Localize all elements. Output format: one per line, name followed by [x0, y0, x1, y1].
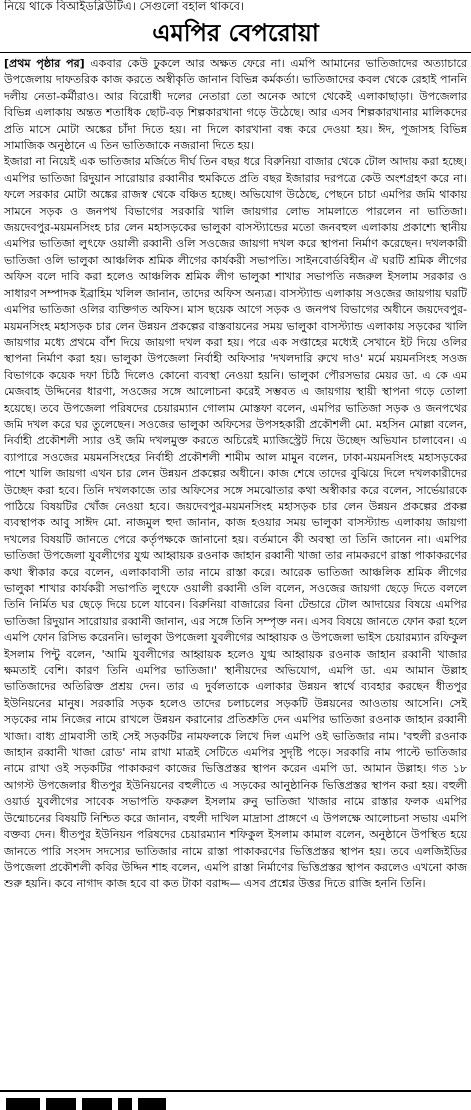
article-body — [4, 56, 467, 893]
headline-rule — [0, 52, 471, 53]
article-paragraph: ইজারা না নিয়েই এক ভাতিজার মর্জিতে দীর্ঘ তিন বছর ধরে বিরুনিয়া বাজার থেকে টোল আদায় করা হচ্ছে। এমপির ভাতিজা রিদুয়ান সারোয়ার রব্বানীর হুমকিতে প্রতি বছর ইজারার দরপত্রে কেউ অংশগ্রহণ করে না। ফলে সরকার মোটা অঙ্কের রাজস্ব থেকে বঞ্চিত হচ্ছে। অভিযোগ উঠেছে, পেছনে চাচা এমপির জমি থাকায় সামনে সড়ক ও জনপথ বিভাগের সরকারি খালি জায়গার লোভ সামলাতে পারলেন না ভাতিজা। জয়দেবপুর-ময়মনসিংহ চার লেন মহাসড়কের ভালুকা বাসস্ট্যান্ডের মতো জনবহুল এলাকায় প্রকাশ্যে স্থানীয় এমপির ভাতিজা লুৎফে ওয়ালী রব্বানী ওলি সওজের জায়গা দখল করে স্থাপনা নির্মাণ করেছেন। দখলকারী ভাতিজা ওলি ভালুকা আঞ্চলিক শ্রমিক লীগের কার্যকরী সভাপতি। সাইনবোর্ডবিহীন ঐ ঘরটি শ্রমিক লীগের অফিস বলে দাবি করা হলেও আঞ্চলিক শ্রমিক লীগ ভালুকা শাখার সভাপতি নজরুল ইসলাম সরকার ও সাধারণ সম্পাদক ইব্রাহিম খলিল জানান, তাদের অফিস অন্যত্র। বাসস্ট্যান্ড এলাকায় সওজের জায়গায় ঘরটি এমপির ভাতিজা ওলির ব্যক্তিগত অফিস। মাস ছয়েক আগে সড়ক ও জনপথ বিভাগের অধীনে জয়দেবপুর-ময়মনসিংহ মহাসড়ক চার লেন উন্নয়ন প্রকল্পের বাস্তবায়নের সময় ভালুকা বাসস্ট্যান্ড এলাকায় সড়কের খালি জায়গার মধ্যে প্রথমে বাঁশ দিয়ে জায়গা দখল করা হয়। পরে এক সপ্তাহের মধ্যেই সেখানে ইট দিয়ে ওলির স্থাপনা নির্মাণ করা হয়। ভালুকা উপজেলা নির্বাহী অফিসার 'দখলদারি রুখে দাও' মর্মে ময়মনসিংহ সওজ বিভাগকে কয়েক দফা চিঠি দিলেও কোনো ব্যবস্থা নেওয়া হয়নি। ভালুকা পৌরসভার মেয়র ডা. এ কে এম মেজবাহ উদ্দিনের ধারণা, সওজের সঙ্গে আলোচনা করেই সম্ভবত এ জায়গায় স্থায়ী স্থাপনা গড়ে তোলা হয়েছে। তবে উপজেলা পরিষদের চেয়ারম্যান গোলাম মোস্তফা বলেন, এমপির ভাতিজা সড়ক ও জনপথের জমি দখল করে ঘর তুলেছেন। সওজের ভালুকা অফিসের উপসহকারী প্রকৌশলী মো. মহসিন মোল্লা বলেন, নির্বাহী প্রকৌশলী স্যার ওই জমি দখলমুক্ত করতে অচিরেই ম্যাজিস্ট্রেট দিয়ে উচ্ছেদ অভিযান চালাবেন। এ ব্যাপারে সওজের ময়মনসিংহের নির্বাহী প্রকৌশলী শামীম আল মামুন বলেন, ঢাকা-ময়মনসিংহ মহাসড়কের পাশে খালি জায়গা এখন চার লেন উন্নয়ন প্রকল্পের অধীনে। কাজ শেষে তাদের বুঝিয়ে দিলে দখলকারীদের উচ্ছেদ করা হবে। তিনি দখলকাজে তার অফিসের সঙ্গে সমঝোতার কথা অস্বীকার করে বলেন, সার্ভেয়ারকে পাঠিয়ে বিষয়টির খোঁজ নেওয়া হবে। জয়দেবপুর-ময়মনসিংহ মহাসড়ক চার লেন উন্নয়ন প্রকল্পের প্রকল্প ব্যবস্থাপক আবু সাঈদ মো. নাজমুল হুদা জানান, কাজ হওয়ার সময় ভালুকা বাসস্ট্যান্ড এলাকায় জায়গা দখলের বিষয়টি জানতে পেরে কর্তৃপক্ষকে জানানো হয়। বর্তমানে কী অবস্থা তা তিনি জানেন না। এমপির ভাতিজা উপজেলা যুবলীগের যুগ্ম আহ্বায়ক রওনাক জাহান রব্বানী খাজা তার নামকরণে রাস্তা পাকাকরণের কথা স্বীকার করে বলেন, এলাকাবাসী তার নামে রাস্তা করে। আরেক ভাতিজা আঞ্চলিক শ্রমিক লীগের ভালুকা শাখার কার্যকরী সভাপতি লুৎফে ওয়ালী রব্বানী ওলি বলেন, সওজের জায়গা ছেড়ে দিতে বললে তিনি নির্মিত ঘর ছেড়ে দিয়ে চলে যাবেন। বিরুনিয়া বাজারের বিনা টেন্ডারে টোল আদায়ের বিষয়ে এমপির ভাতিজা রিদুয়ান সারোয়ার রব্বানী জানান, এর সঙ্গে তিনি সম্পৃক্ত নন। এসব বিষয়ে জানতে ফোন করা হলে এমপি ফোন রিসিভ করেননি। ভালুকা উপজেলা যুবলীগের আহ্বায়ক ও উপজেলা ভাইস চেয়ারম্যান রফিকুল ইসলাম পিন্টু বলেন, 'আমি যুবলীগের আহ্বায়ক হলেও যুগ্ম আহ্বায়ক রওনাক জাহান রব্বানী খাজার ক্ষমতাই বেশি। কারণ তিনি এমপির ভাতিজা।' স্থানীয়দের অভিযোগ, এমপি ডা. এম আমান উল্লাহ ভাতিজাদের অতিরিক্ত প্রশ্রয় দেন। তার এ দুর্বলতাকে এলাকার উন্নয়ন স্বার্থে ব্যবহার করছেন ধীতপুর ইউনিয়নের মানুষ। সরকারি সড়ক হলেও তাদের চলাচলের সড়কটি উন্নয়নের আওতায় আসেনি। সেই সড়কের নাম নিজের নামে রাখলে উন্নয়ন করানোর প্রতিশ্রুতি দেন এমপির ভাতিজা রওনাক জাহান রব্বানী খাজা। বাধ্য গ্রামবাসী তাই সেই সড়কটির নামফলকে লিখে দিল এমপি ওই ভাতিজার নাম। 'বহুলী রওনাক জাহান রব্বানী খাজা রোড' নাম রাখা মাত্রই সেটিতে এমপির সুদৃষ্টি পড়ে। সরকারি নাম পাল্টে ভাতিজার নামে রাখা ওই সড়কটির পাকাকরণ কাজের ভিত্তিপ্রস্তর স্থাপন করেন এমপি ডা. আমান উল্লাহ। গত ১৮ আগস্ট উপজেলার ধীতপুর ইউনিয়নের বহুলীতে এ সড়কের আনুষ্ঠানিক ভিত্তিপ্রস্তর স্থাপন করা হয়। বহুলী ওয়ার্ড যুবলীগের সাবেক সভাপতি ফকরুল ইসলাম রুনু ভাতিজা খাজার নামে রাস্তার ফলক এমপির উন্মোচনের বিষয়টি নিশ্চিত করে জানান, বহুলী দাখিল মাদ্রাসা প্রাঙ্গণে এ উপলক্ষে আলোচনা সভায় এমপি বক্তব্য দেন। ধীতপুর ইউনিয়ন পরিষদের চেয়ারম্যান শফিকুল ইসলাম কামাল বলেন, অনুষ্ঠানে উপস্থিত হয়ে জানতে পারি সংসদ সদস্যের ভাতিজার নামে রাস্তা পাকাকরণের ভিত্তিপ্রস্তর স্থাপন হয়। তবে এলজিইডির উপজেলা প্রকৌশলী কবির উদ্দিন শাহ বলেন, এমপি রাস্তা নির্মাণের ভিত্তিপ্রস্তর স্থাপন করলেও এখনো কাজ শুরু হয়নি। কবে নাগাদ কাজ হবে বা কত টাকা বরাদ্দ— এসব প্রশ্নের উত্তর দিতে রাজি হননি তিনি। — [4, 155, 467, 891]
previous-article-tail: নিয়ে থাকে বিআইডব্লিউটিএ। সেগুলো বহাল থাকবে। — [4, 0, 245, 13]
banner-rule — [0, 1090, 471, 1092]
article-headline: এমপির বেপরোয়া — [152, 18, 319, 47]
next-article-banner — [0, 1090, 471, 1110]
cropped-headline-glyphs — [6, 1096, 186, 1110]
paragraph-text: একবার কেউ ঢুকলে আর অক্ষত ফেরে না। এমপি আমানের ভাতিজাদের অত্যাচারে উপজেলায় দাফতরিক কাজ করতে অস্বীকৃতি জানান বিভিন্ন কর্মকর্তা। ভাতিজাদের কবল থেকে রেহাই পাননি দলীয় নেতা-কর্মীরাও। আর বিরোধী দলের নেতারা তো অনেক আগে থেকেই এলাকাছাড়া। উপজেলার বিভিন্ন এলাকায় অন্তত শতাধিক ছোট-বড় শিল্পকারখানা গড়ে উঠেছে। আর এসব শিল্পকারখানার মালিকদের প্রতি মাসে মোটা অঙ্কের চাঁদা দিতে হয়। না দিলে কারখানা বন্ধ করে দেওয়া হয়। ঈদ, পূজাসহ বিভিন্ন সামাজিক অনুষ্ঠানে এ তিন ভাতিজাকে নজরানা দিতে হয়। — [4, 57, 467, 153]
continuation-kicker: [প্রথম পৃষ্ঠার পর] — [4, 57, 85, 70]
article-paragraph — [4, 56, 467, 154]
